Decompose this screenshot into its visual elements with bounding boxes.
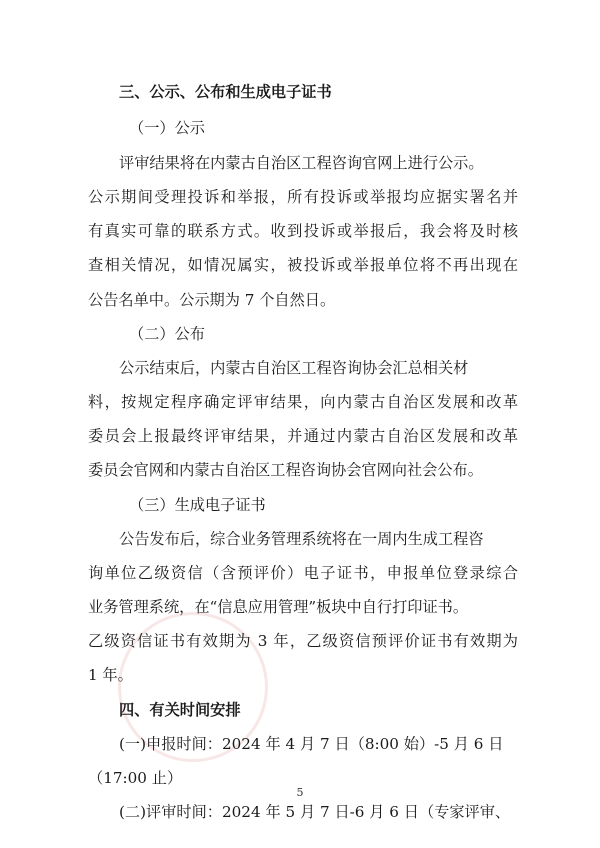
paragraph-line: 公示结束后，内蒙古自治区工程咨询协会汇总相关材 (119, 359, 469, 377)
paragraph-line: 业务管理系统，在“信息应用管理”板块中自行打印证书。 (88, 598, 469, 616)
schedule-item: (二)评审时间：2024 年 5 月 7 日-6 月 6 日（专家评审、 (119, 803, 511, 821)
paragraph-line: 乙级资信证书有效期为 3 年，乙级资信预评价证书有效期为 (88, 632, 518, 650)
page-number: 5 (296, 786, 304, 799)
subheading-certificate: （三）生成电子证书 (129, 496, 266, 514)
section-heading-3: 三、公示、公布和生成电子证书 (119, 83, 332, 101)
subheading-publicity: （一）公示 (129, 119, 205, 137)
paragraph-line: 询单位乙级资信（含预评价）电子证书，申报单位登录综合 (88, 564, 518, 582)
paragraph-line: 1 年。 (88, 666, 133, 684)
paragraph-line: 公告名单中。公示期为 7 个自然日。 (88, 291, 336, 309)
schedule-item-continuation: （17:00 止） (88, 769, 183, 787)
subheading-announcement: （二）公布 (129, 325, 205, 343)
paragraph-line: 公示期间受理投诉和举报，所有投诉或举报均应据实署名并 (88, 188, 518, 206)
paragraph-line: 评审结果将在内蒙古自治区工程咨询官网上进行公示。 (119, 154, 484, 172)
paragraph-line: 委员会上报最终评审结果，并通过内蒙古自治区发展和改革 (88, 427, 518, 445)
schedule-item: (一)申报时间：2024 年 4 月 7 日（8:00 始）-5 月 6 日 (119, 735, 504, 753)
paragraph-line: 有真实可靠的联系方式。收到投诉或举报后，我会将及时核 (88, 222, 518, 240)
section-heading-4: 四、有关时间安排 (119, 701, 241, 719)
paragraph-line: 查相关情况，如情况属实，被投诉或举报单位将不再出现在 (88, 256, 518, 274)
paragraph-line: 委员会官网和内蒙古自治区工程咨询协会官网向社会公布。 (88, 461, 483, 479)
paragraph-line: 料，按规定程序确定评审结果，向内蒙古自治区发展和改革 (88, 393, 518, 411)
paragraph-line: 公告发布后，综合业务管理系统将在一周内生成工程咨 (119, 530, 484, 548)
